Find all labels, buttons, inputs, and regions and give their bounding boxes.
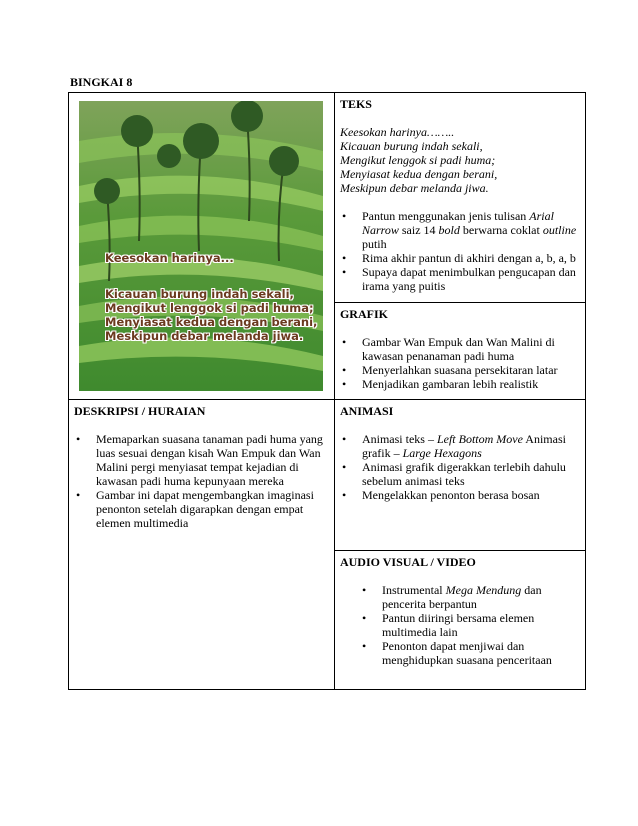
overlay-line-3: Mengikut lenggok si padi huma;	[105, 301, 314, 315]
teks-bullets	[340, 209, 581, 293]
list-item: • Memaparkan suasana tanaman padi huma yang luas sesuai dengan kisah Wan Empuk dan Wan Malini pergi menyiasat tempat kejadian di kawasan padi huma kepunyaan mereka	[74, 432, 329, 488]
list-item: • Pantun menggunakan jenis tulisan Arial Narrow saiz 14 bold berwarna coklat outline putih	[340, 209, 581, 251]
list-item: • Pantun diiringi bersama elemen multimedia lain	[340, 611, 581, 639]
image-cell	[69, 93, 335, 400]
row-deskripsi	[69, 400, 586, 551]
poem-line: Kicauan burung indah sekali,	[339, 139, 483, 153]
list-item: • Menjadikan gambaran lebih realistik	[340, 377, 581, 391]
list-item: • Gambar Wan Empuk dan Wan Malini di kawasan penanaman padi huma	[340, 335, 581, 363]
overlay-line-1: Keesokan harinya...	[105, 251, 234, 265]
list-item: • Animasi grafik digerakkan terlebih dahulu sebelum animasi teks	[340, 460, 581, 488]
grafik-cell	[334, 303, 585, 400]
deskripsi-cell	[69, 400, 335, 690]
poem-line: Meskipun debar melanda jiwa.	[339, 181, 489, 195]
list-item: • Penonton dapat menjiwai dan menghidupkan suasana penceritaan	[340, 639, 581, 667]
list-item: • Rima akhir pantun di akhiri dengan a, b, a, b	[340, 251, 581, 265]
deskripsi-bullets	[74, 432, 329, 530]
poem-line: Keesokan harinya……..	[339, 125, 455, 139]
poem-text	[340, 125, 581, 195]
overlay-line-4: Menyiasat kedua dengan berani,	[105, 315, 318, 329]
list-item: • Supaya dapat menimbulkan pengucapan dan irama yang puitis	[340, 265, 581, 293]
list-item: • Instrumental Mega Mendung dan pencerita berpantun	[340, 583, 581, 611]
animasi-header: ANIMASI	[339, 404, 394, 418]
audio-bullets	[340, 583, 581, 667]
animasi-cell	[334, 400, 585, 551]
grafik-bullets	[340, 335, 581, 391]
poem-line: Menyiasat kedua dengan berani,	[339, 167, 498, 181]
frame-title: BINGKAI 8	[70, 75, 133, 89]
list-item: • Gambar ini dapat mengembangkan imaginasi penonton setelah digarapkan dengan empat elemen multimedia	[74, 488, 329, 530]
audio-header: AUDIO VISUAL / VIDEO	[339, 555, 476, 569]
poem-line: Mengikut lenggok si padi huma;	[339, 153, 496, 167]
overlay-line-5: Meskipun debar melanda jiwa.	[105, 329, 304, 343]
grafik-header: GRAFIK	[339, 307, 388, 322]
rice-terrace-image	[79, 101, 323, 391]
list-item: • Menyerlahkan suasana persekitaran latar	[340, 363, 581, 377]
animasi-bullets	[340, 432, 581, 502]
teks-cell	[334, 93, 585, 303]
teks-header: TEKS	[339, 97, 372, 111]
row-teks	[69, 93, 586, 303]
list-item: • Animasi teks – Left Bottom Move Animasi grafik – Large Hexagons	[340, 432, 581, 460]
audio-cell	[334, 551, 585, 690]
deskripsi-header: DESKRIPSI / HURAIAN	[74, 404, 206, 418]
list-item: • Mengelakkan penonton berasa bosan	[340, 488, 581, 502]
storyboard-table	[68, 92, 586, 690]
overlay-line-2: Kicauan burung indah sekali,	[105, 287, 294, 301]
